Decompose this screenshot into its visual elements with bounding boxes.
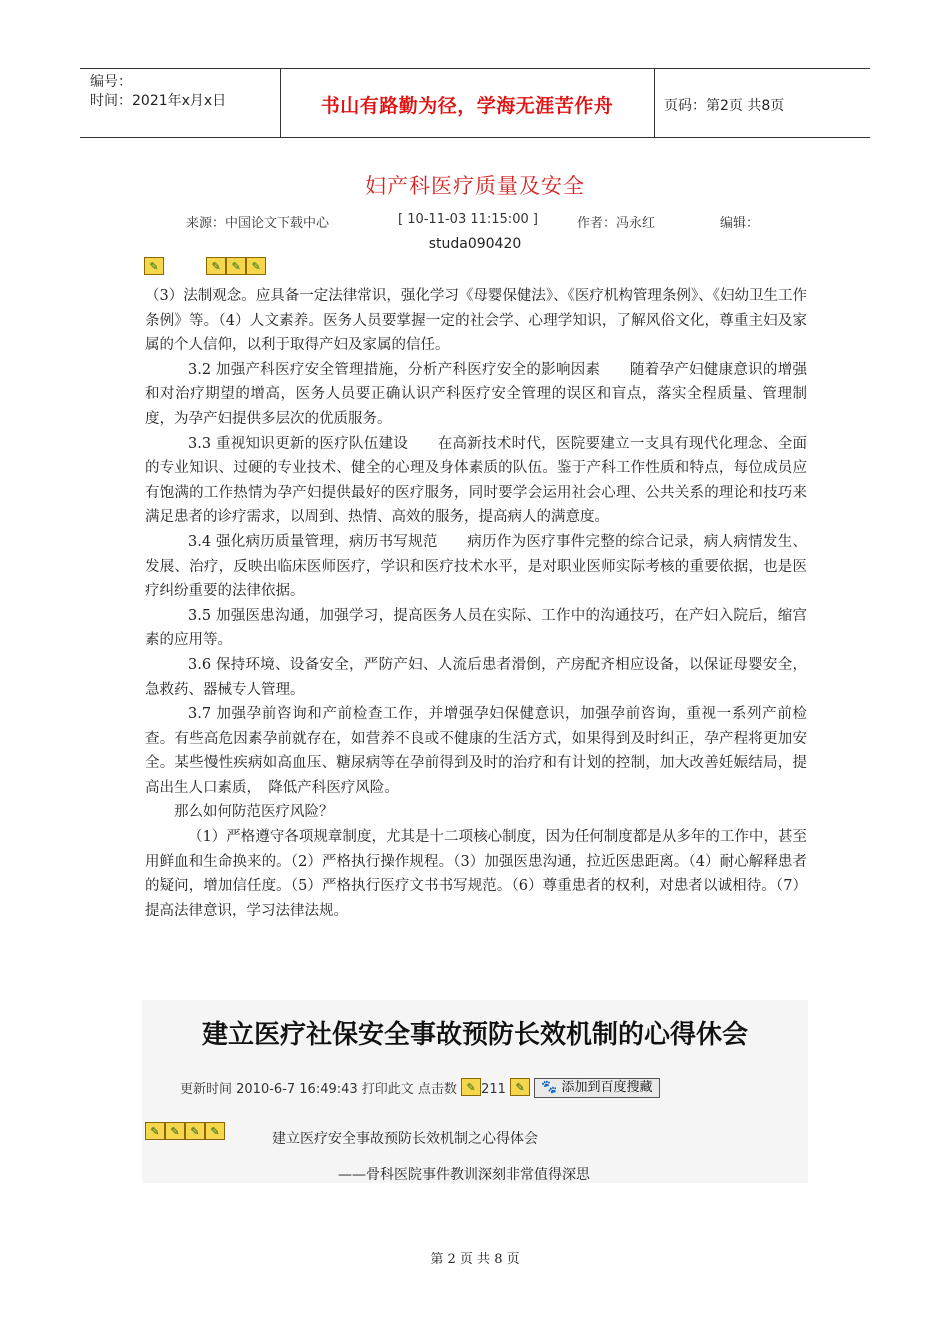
paragraph: 3.6 保持环境、设备安全，严防产妇、人流后患者滑倒，产房配齐相应设备，以保证母婴安全，急救药、器械专人管理。 xyxy=(145,656,807,698)
paragraph: 3.5 加强医患沟通，加强学习，提高医务人员在实际、工作中的沟通技巧，在产妇入院后，缩宫素的应用等。 xyxy=(145,607,807,649)
pen-icon[interactable]: ✎ xyxy=(206,257,226,275)
paragraph: 3.3 重视知识更新的医疗队伍建设 在高新技术时代，医院要建立一支具有现代化理念、全面的专业知识、过硬的专业技术、健全的心理及身体素质的队伍。鉴于产科工作性质和特点，每位成员应有饱满的工作热情为孕产妇提供最好的医疗服务，同时要学会运用社会心理、公共关系的理论和技巧来满足患者的诊疗需求，以周到、热情、高效的服务，提高病人的满意度。 xyxy=(145,435,807,526)
header-motto: 书山有路勤为径，学海无涯苦作舟 xyxy=(320,95,614,117)
number-label: 编号： xyxy=(90,74,132,90)
paragraph: （1）严格遵守各项规章制度，尤其是十二项核心制度，因为任何制度都是从多年的工作中，甚至用鲜血和生命换来的。（2）严格执行操作规程。（3）加强医患沟通，拉近医患距离。（4）耐心解释患者的疑问，增加信任度。（5）严格执行医疗文书书写规范。（6）尊重患者的权利，对患者以诚相待。（7）提高法律意识，学习法律法规。 xyxy=(145,829,808,919)
pen-icon[interactable]: ✎ xyxy=(185,1122,205,1140)
paragraph: 那么如何防范医疗风险？ xyxy=(174,804,334,821)
pen-icon[interactable]: ✎ xyxy=(510,1078,530,1096)
baidu-bookmark-button[interactable]: 🐾 添加到百度搜藏 xyxy=(534,1078,659,1098)
article-title: 妇产科医疗质量及安全 xyxy=(365,174,585,198)
pen-icon[interactable]: ✎ xyxy=(205,1122,225,1140)
section2-meta xyxy=(180,1078,660,1098)
article-editor-label: 编辑： xyxy=(720,216,760,231)
paragraph: （3）法制观念。应具备一定法律常识，强化学习《母婴保健法》、《医疗机构管理条例》、《妇幼卫生工作条例》等。（4）人文素养。医务人员要掌握一定的社会学、心理学知识，了解风俗文化，尊重主妇及家属的个人信仰，以利于取得产妇及家属的信任。 xyxy=(145,288,807,354)
header-divider xyxy=(654,69,655,137)
section2-line2: ——骨科医院事件教训深刻非常值得深思 xyxy=(338,1167,590,1183)
pen-icon[interactable]: ✎ xyxy=(246,257,266,275)
time-label: 时间：2021年x月x日 xyxy=(90,93,227,109)
page-info: 页码：第2页 共8页 xyxy=(664,98,785,114)
paragraph: 3.2 加强产科医疗安全管理措施，分析产科医疗安全的影响因素 随着孕产妇健康意识的增强和对治疗期望的增高，医务人员要正确认识产科医疗安全管理的误区和盲点，落实全程质量、管理制度，为孕产妇提供多层次的优质服务。 xyxy=(145,361,807,427)
page-footer: 第 2 页 共 8 页 xyxy=(430,1252,520,1267)
article-author: 作者：冯永红 xyxy=(577,216,656,231)
article-source: 来源：中国论文下载中心 xyxy=(186,216,330,231)
section2-line1: 建立医疗安全事故预防长效机制之心得体会 xyxy=(272,1131,538,1147)
pen-icon[interactable]: ✎ xyxy=(144,257,164,275)
section2-title: 建立医疗社保安全事故预防长效机制的心得休会 xyxy=(201,1020,748,1050)
paragraph: 3.7 加强孕前咨询和产前检查工作，并增强孕妇保健意识，加强孕前咨询，重视一系列产前检查。有些高危因素孕前就存在，如营养不良或不健康的生活方式，如果得到及时纠正，孕产程将更加安全。某些慢性疾病如高血压、糖尿病等在孕前得到及时的治疗和有计划的控制，加大改善妊娠结局，提高出生人口素质， 降低产科医疗风险。 xyxy=(145,706,807,796)
section2-icons xyxy=(145,1122,225,1141)
section2 xyxy=(142,1000,808,1183)
article-body xyxy=(145,284,807,923)
toolbar-icons xyxy=(144,257,266,276)
document-header xyxy=(80,68,870,138)
article-editor: studa090420 xyxy=(428,236,522,252)
pen-icon[interactable]: ✎ xyxy=(165,1122,185,1140)
paragraph: 3.4 强化病历质量管理，病历书写规范 病历作为医疗事件完整的综合记录，病人病情发生、发展、治疗，反映出临床医师医疗，学识和医疗技术水平，是对职业医师实际考核的重要依据，也是医疗纠纷重要的法律依据。 xyxy=(145,533,807,600)
header-divider xyxy=(280,69,281,137)
article-datetime: [ 10-11-03 11:15:00 ] xyxy=(398,212,538,227)
paw-icon: 🐾 xyxy=(541,1080,558,1095)
update-time: 更新时间 2010-6-7 16:49:43 打印此文 点击数 xyxy=(180,1082,457,1097)
pen-icon[interactable]: ✎ xyxy=(461,1078,481,1096)
header-left xyxy=(90,73,226,111)
pen-icon[interactable]: ✎ xyxy=(145,1122,165,1140)
pen-icon[interactable]: ✎ xyxy=(226,257,246,275)
click-count: 211 xyxy=(481,1082,506,1097)
